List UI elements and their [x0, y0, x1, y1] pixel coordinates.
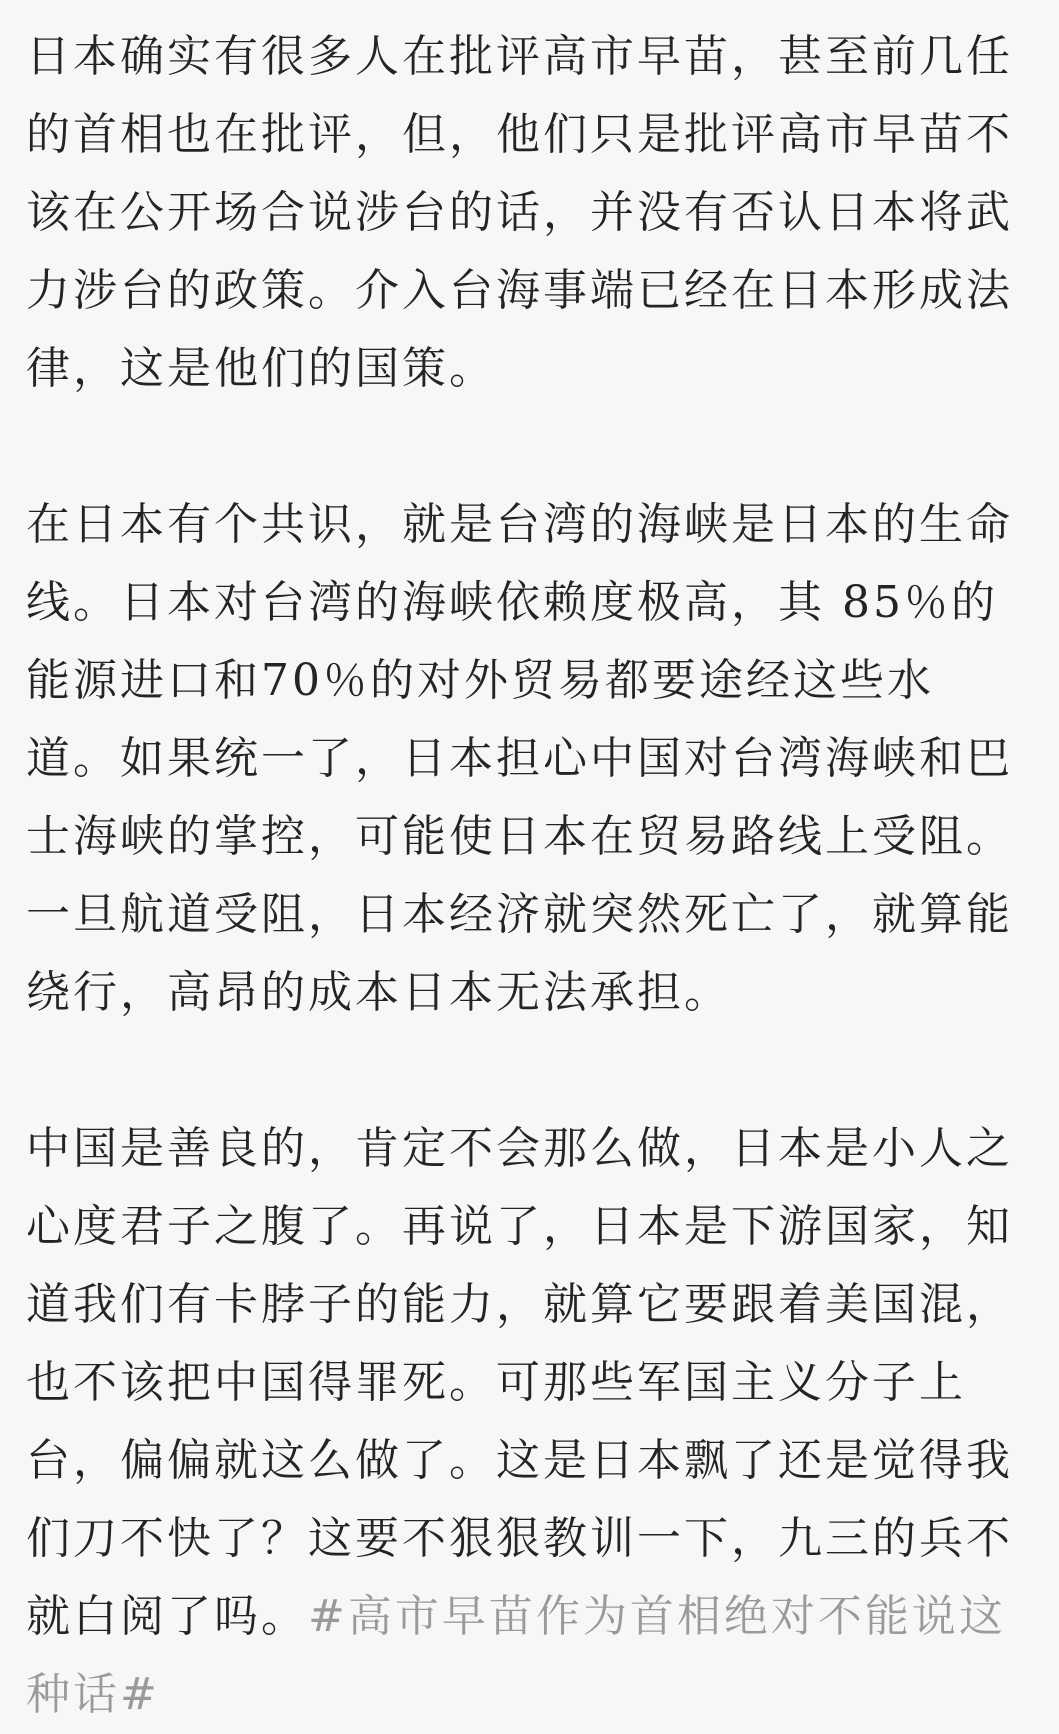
paragraph-3: [26, 1110, 1019, 1734]
paragraph-1: 日本确实有很多人在批评高市早苗，甚至前几任的首相也在批评，但，他们只是批评高市早苗不该在公开场合说涉台的话，并没有否认日本将武力涉台的政策。介入台海事端已经在日本形成法律，这是他们的国策。: [26, 31, 1013, 394]
topic-hashtag-link[interactable]: #高市早苗作为首相绝对不能说这种话#: [26, 1591, 1006, 1720]
paragraph-3-text: 中国是善良的，肯定不会那么做，日本是小人之心度君子之腹了。再说了，日本是下游国家，知道我们有卡脖子的能力，就算它要跟着美国混，也不该把中国得罪死。可那些军国主义分子上台，偏偏就这么做了。这是日本飘了还是觉得我们刀不快了？这要不狠狠教训一下，九三的兵不就白阅了吗。: [26, 1123, 1013, 1642]
paragraph-2: 在日本有个共识，就是台湾的海峡是日本的生命线。日本对台湾的海峡依赖度极高，其 85％的能源进口和70％的对外贸易都要途经这些水道。如果统一了，日本担心中国对台湾海峡和巴士海峡的掌控，可能使日本在贸易路线上受阻。一旦航道受阻，日本经济就突然死亡了，就算能绕行，高昂的成本日本无法承担。: [26, 499, 1013, 1018]
